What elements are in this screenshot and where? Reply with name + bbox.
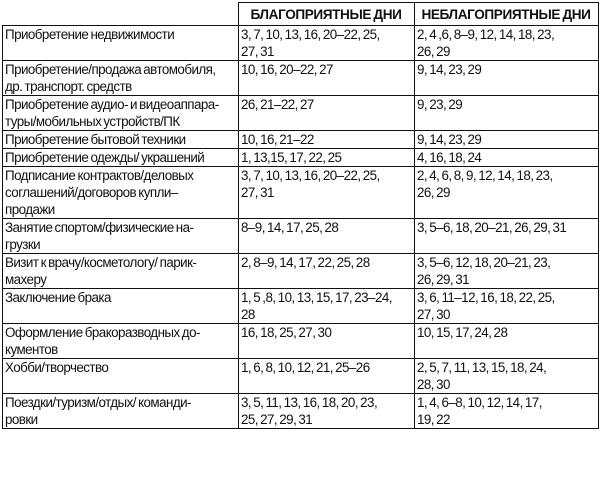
unfavorable-days-cell <box>415 61 599 96</box>
unfavorable-days-cell <box>415 96 599 131</box>
unfavorable-days-cell-line: 3, 5–6, 18, 20–21, 26, 29, 31 <box>417 220 567 235</box>
activity-cell-line: Приобретение одежды/ украшений <box>5 150 205 165</box>
activity-cell-line: Занятие спортом/физические на- <box>5 220 194 235</box>
favorable-days-cell <box>239 167 415 219</box>
favorable-days-cell-line: 2, 8–9, 14, 17, 22, 25, 28 <box>241 255 370 270</box>
activity-cell-line: ровки <box>5 412 38 427</box>
unfavorable-days-cell <box>415 394 599 429</box>
activity-cell <box>3 254 239 289</box>
activity-cell-line: Хобби/творчество <box>5 360 109 375</box>
unfavorable-days-cell-line: 4, 16, 18, 24 <box>417 150 482 165</box>
unfavorable-days-cell-line: 9, 14, 23, 29 <box>417 62 482 77</box>
table-row <box>3 254 599 289</box>
favorable-days-cell <box>239 359 415 394</box>
favorable-days-cell <box>239 26 415 61</box>
favorable-days-cell-line: 10, 16, 21–22 <box>241 132 314 147</box>
unfavorable-days-cell-line: 26, 29 <box>417 44 450 59</box>
unfavorable-days-cell <box>415 254 599 289</box>
unfavorable-days-cell <box>415 167 599 219</box>
table-row <box>3 149 599 167</box>
activity-cell-line: соглашений/договоров купли– <box>5 185 178 200</box>
table-row <box>3 96 599 131</box>
unfavorable-days-cell <box>415 289 599 324</box>
table-row <box>3 26 599 61</box>
activity-cell-line: Визит к врачу/косметологу/ парик- <box>5 255 197 270</box>
unfavorable-days-cell-line: 3, 6, 11–12, 16, 18, 22, 25, <box>417 290 555 305</box>
favorable-days-cell <box>239 96 415 131</box>
favorable-days-cell <box>239 61 415 96</box>
favorable-days-cell <box>239 219 415 254</box>
favorable-days-cell-line: 1, 6, 8, 10, 12, 21, 25–26 <box>241 360 370 375</box>
table-row <box>3 167 599 219</box>
activity-cell-line: Поездки/туризм/отдых/ команди- <box>5 395 191 410</box>
activity-cell-line: Приобретение/продажа автомобиля, <box>5 62 216 77</box>
unfavorable-days-cell-line: 10, 15, 17, 24, 28 <box>417 325 508 340</box>
activity-cell <box>3 26 239 61</box>
table-row <box>3 61 599 96</box>
unfavorable-days-cell <box>415 131 599 149</box>
favorable-days-cell <box>239 289 415 324</box>
favorable-days-cell-line: 1, 13,15, 17, 22, 25 <box>241 150 342 165</box>
unfavorable-days-cell <box>415 26 599 61</box>
table-header-row <box>3 3 599 26</box>
table-row <box>3 131 599 149</box>
activity-cell-line: Заключение брака <box>5 290 111 305</box>
activity-cell-line: др. транспорт. средств <box>5 79 132 94</box>
favorable-days-cell-line: 3, 7, 10, 13, 16, 20–22, 25, <box>241 27 380 42</box>
activity-cell <box>3 61 239 96</box>
unfavorable-days-cell <box>415 324 599 359</box>
unfavorable-days-cell-line: 3, 5–6, 12, 18, 20–21, 23, <box>417 255 551 270</box>
activity-cell <box>3 324 239 359</box>
unfavorable-days-cell-line: 1, 4, 6–8, 10, 12, 14, 17, <box>417 395 542 410</box>
unfavorable-days-cell-line: 9, 14, 23, 29 <box>417 132 482 147</box>
favorable-days-cell-line: 27, 31 <box>241 44 274 59</box>
activity-cell-line: Подписание контрактов/деловых <box>5 168 194 183</box>
favorable-days-table <box>2 2 599 429</box>
favorable-days-cell <box>239 254 415 289</box>
activity-cell <box>3 131 239 149</box>
favorable-days-cell-line: 25, 27, 29, 31 <box>241 412 313 427</box>
favorable-days-cell-line: 3, 5, 11, 13, 16, 18, 20, 23, <box>241 395 378 410</box>
activity-cell <box>3 96 239 131</box>
table-row <box>3 289 599 324</box>
unfavorable-days-cell <box>415 149 599 167</box>
favorable-days-cell <box>239 394 415 429</box>
activity-cell-line: Оформление бракоразводных до- <box>5 325 200 340</box>
activity-cell-line: грузки <box>5 237 41 252</box>
activity-cell-line: Приобретение недвижимости <box>5 27 175 42</box>
header-favorable: БЛАГОПРИЯТНЫЕ ДНИ <box>239 3 415 26</box>
header-activity <box>3 3 239 26</box>
favorable-days-cell <box>239 149 415 167</box>
favorable-days-cell-line: 16, 18, 25, 27, 30 <box>241 325 332 340</box>
unfavorable-days-cell-line: 28, 30 <box>417 377 450 392</box>
activity-cell <box>3 219 239 254</box>
activity-cell-line: махеру <box>5 272 47 287</box>
unfavorable-days-cell-line: 9, 23, 29 <box>417 97 463 112</box>
favorable-days-cell-line: 27, 31 <box>241 185 274 200</box>
activity-cell <box>3 394 239 429</box>
activity-cell-line: Приобретение бытовой техники <box>5 132 186 147</box>
unfavorable-days-cell-line: 2, 4, 6, 8, 9, 12, 14, 18, 23, <box>417 168 553 183</box>
favorable-days-cell-line: 8–9, 14, 17, 25, 28 <box>241 220 339 235</box>
table-row <box>3 394 599 429</box>
activity-cell <box>3 289 239 324</box>
table-row <box>3 324 599 359</box>
favorable-days-cell-line: 3, 7, 10, 13, 16, 20–22, 25, <box>241 168 380 183</box>
activity-cell <box>3 149 239 167</box>
unfavorable-days-cell <box>415 359 599 394</box>
activity-cell <box>3 167 239 219</box>
unfavorable-days-cell-line: 2, 4 ,6, 8–9, 12, 14, 18, 23, <box>417 27 555 42</box>
activity-cell <box>3 359 239 394</box>
unfavorable-days-cell-line: 26, 29, 31 <box>417 272 470 287</box>
activity-cell-line: туры/мобильных устройств/ПК <box>5 114 180 129</box>
favorable-days-cell-line: 26, 21–22, 27 <box>241 97 314 112</box>
unfavorable-days-cell <box>415 219 599 254</box>
table-row <box>3 219 599 254</box>
activity-cell-line: кументов <box>5 342 58 357</box>
favorable-days-cell-line: 28 <box>241 307 255 322</box>
favorable-days-cell <box>239 131 415 149</box>
unfavorable-days-cell-line: 2, 5, 7, 11, 13, 15, 18, 24, <box>417 360 547 375</box>
favorable-days-cell-line: 10, 16, 20–22, 27 <box>241 62 333 77</box>
table-row <box>3 359 599 394</box>
favorable-days-cell <box>239 324 415 359</box>
unfavorable-days-cell-line: 27, 30 <box>417 307 450 322</box>
unfavorable-days-cell-line: 26, 29 <box>417 185 450 200</box>
activity-cell-line: Приобретение аудио- и видеоаппара- <box>5 97 219 112</box>
favorable-days-cell-line: 1, 5 ,8, 10, 13, 15, 17, 23–24, <box>241 290 392 305</box>
activity-cell-line: продажи <box>5 202 55 217</box>
header-unfavorable: НЕБЛАГОПРИЯТНЫЕ ДНИ <box>415 3 599 26</box>
unfavorable-days-cell-line: 19, 22 <box>417 412 450 427</box>
